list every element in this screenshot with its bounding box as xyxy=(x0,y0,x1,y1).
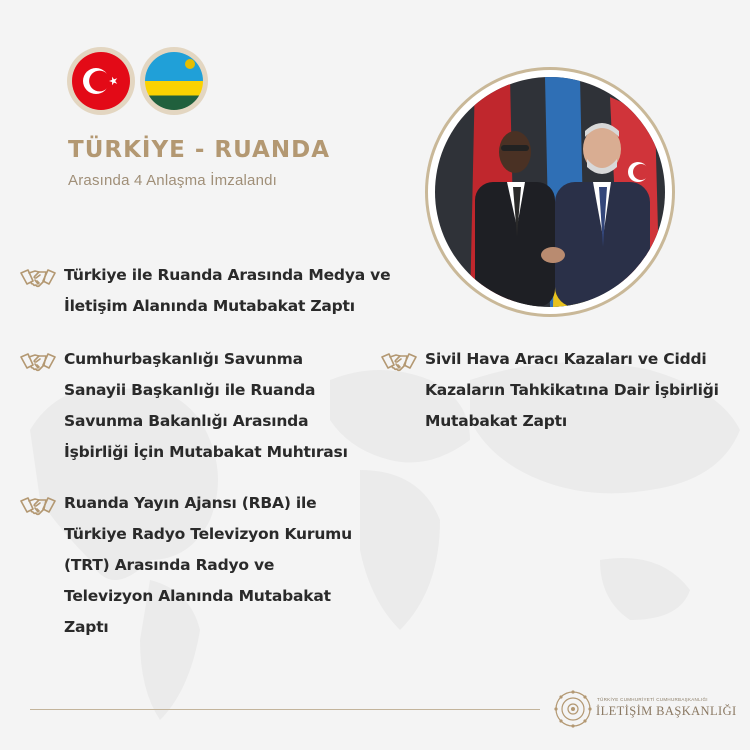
handshake-icon xyxy=(20,266,56,290)
turkey-flag-icon xyxy=(72,52,130,110)
turkey-flag xyxy=(67,47,135,115)
rwanda-flag-icon xyxy=(145,52,203,110)
agreement-text: Sivil Hava Aracı Kazaları ve Ciddi Kazaların Tahkikatına Dair İşbirliği Mutabakat Zaptı xyxy=(425,350,719,430)
handshake-icon xyxy=(20,350,56,374)
footer-org-small: TÜRKİYE CUMHURİYETİ CUMHURBAŞKANLIĞI xyxy=(597,697,708,702)
iletisim-logo-icon xyxy=(553,689,593,729)
agreement-text: Türkiye ile Ruanda Arasında Medya ve İletişim Alanında Mutabakat Zaptı xyxy=(64,266,391,315)
page-subtitle: Arasında 4 Anlaşma İmzalandı xyxy=(68,172,278,189)
page-title: TÜRKİYE - RUANDA xyxy=(68,137,331,163)
rwanda-flag xyxy=(140,47,208,115)
handshake-icon xyxy=(20,494,56,518)
agreement-text: Cumhurbaşkanlığı Savunma Sanayii Başkanlığı ile Ruanda Savunma Bakanlığı Arasında İşbirliği İçin Mutabakat Muhtırası xyxy=(64,350,348,461)
agreement-text: Ruanda Yayın Ajansı (RBA) ile Türkiye Radyo Televizyon Kurumu (TRT) Arasında Radyo ve Televizyon Alanında Mutabakat Zaptı xyxy=(64,494,352,636)
photo-frame xyxy=(425,67,675,317)
footer-org-name: İLETİŞİM BAŞKANLIĞI xyxy=(596,704,737,718)
handshake-icon xyxy=(381,350,417,374)
leaders-handshake-photo xyxy=(435,77,665,307)
footer-divider xyxy=(30,709,540,710)
